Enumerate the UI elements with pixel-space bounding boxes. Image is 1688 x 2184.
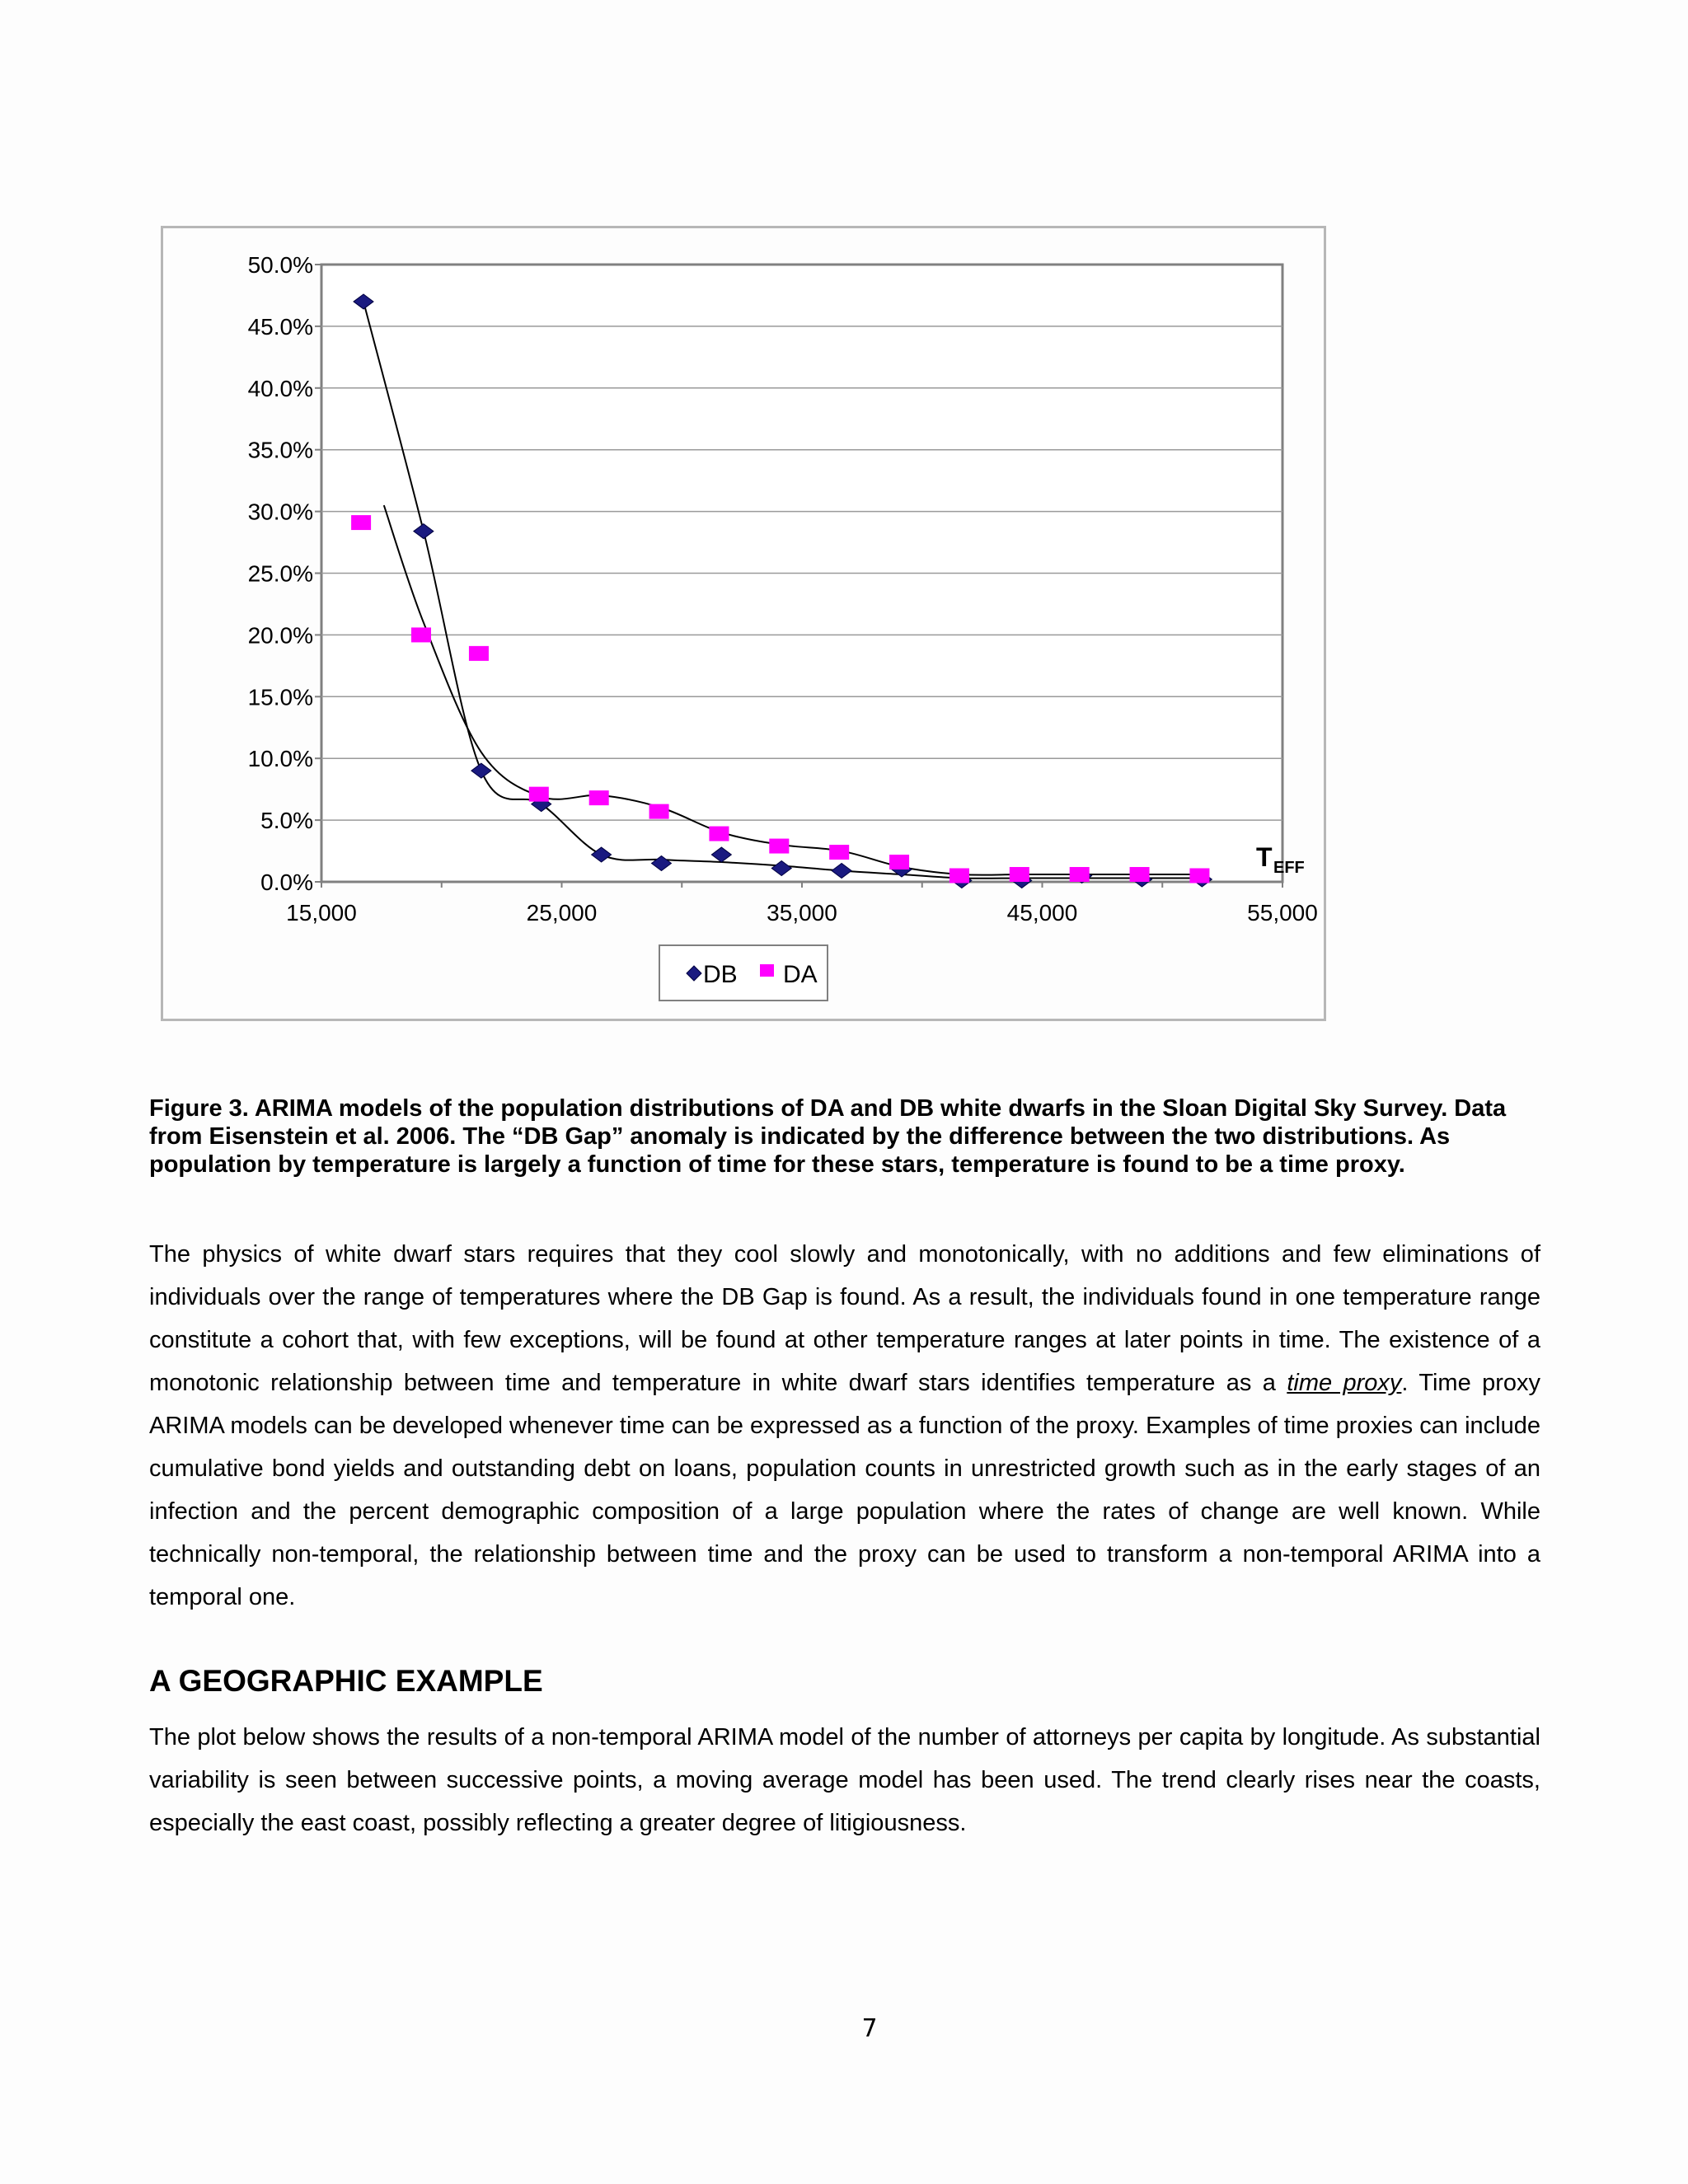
y-tick-label: 50.0% xyxy=(247,252,313,278)
legend xyxy=(659,945,828,1001)
da-data-point xyxy=(1070,867,1090,882)
y-tick-label: 5.0% xyxy=(260,808,313,834)
da-data-point xyxy=(889,855,909,869)
page-number: 7 xyxy=(861,2014,878,2043)
da-data-point xyxy=(950,869,969,883)
da-data-point xyxy=(1189,869,1209,883)
section-paragraph: The plot below shows the results of a non-temporal ARIMA model of the number of attorneys per capita by longitude. As substantial variability is seen between successive points, a moving average model has been used. The trend clearly rises near the coasts, especially the east coast, possibly reflecting a greater degree of litigiousness. xyxy=(149,1724,1540,1836)
population-distribution-chart xyxy=(163,228,1324,1019)
y-tick-label: 0.0% xyxy=(260,869,313,895)
da-data-point xyxy=(411,627,431,642)
body-paragraph xyxy=(149,1233,1540,1619)
x-tick-label: 45,000 xyxy=(1006,900,1078,926)
da-data-point xyxy=(829,845,849,860)
legend-da-label: DA xyxy=(783,961,818,988)
da-data-point xyxy=(1010,867,1029,882)
da-data-point xyxy=(649,804,669,819)
paragraph-text-2: . Time proxy ARIMA models can be developed whenever time can be expressed as a function of the proxy. Examples of time proxies can include cumulative bond yields and outstanding debt on loans, population counts in unrestricted growth such as in the early stages of an infection and the percent demographic composition of a large population where the rates of change are well known. While technically non-temporal, the relationship between time and the proxy can be used to transform a non-temporal ARIMA into a temporal one. xyxy=(149,1370,1540,1610)
x-tick-label: 55,000 xyxy=(1247,900,1318,926)
legend-db-label: DB xyxy=(703,961,738,988)
da-data-point xyxy=(351,515,371,530)
figure-caption: Figure 3. ARIMA models of the population distributions of DA and DB white dwarfs in the Sloan Digital Sky Survey. Data from Eisenstein et al. 2006. The “DB Gap” anomaly is indicated by the difference between the two distributions. As population by temperature is largely a function of time for these stars, temperature is found to be a time proxy. xyxy=(149,1095,1507,1178)
da-data-point xyxy=(769,839,789,854)
x-tick-label: 15,000 xyxy=(286,900,357,926)
section-heading: A GEOGRAPHIC EXAMPLE xyxy=(149,1664,543,1698)
x-tick-label: 25,000 xyxy=(526,900,598,926)
y-tick-label: 40.0% xyxy=(247,375,313,401)
y-tick-label: 45.0% xyxy=(247,313,313,340)
legend-da-marker xyxy=(760,964,774,977)
da-data-point xyxy=(589,790,609,805)
x-axis-label: T xyxy=(1256,842,1273,872)
y-tick-label: 10.0% xyxy=(247,746,313,772)
y-tick-label: 25.0% xyxy=(247,560,313,587)
y-tick-label: 30.0% xyxy=(247,499,313,525)
y-tick-label: 20.0% xyxy=(247,622,313,649)
da-data-point xyxy=(469,646,489,661)
time-proxy-emphasis: time proxy xyxy=(1287,1370,1402,1396)
y-tick-label: 15.0% xyxy=(247,684,313,710)
da-data-point xyxy=(529,787,549,802)
da-data-point xyxy=(709,827,729,841)
x-axis-label-subscript: EFF xyxy=(1273,859,1305,877)
da-data-point xyxy=(1130,867,1150,882)
paragraph-text-1: The physics of white dwarf stars requires that they cool slowly and monotonically, with no additions and few eliminations of individuals over the range of temperatures where the DB Gap is found. As a result, the individuals found in one temperature range constitute a cohort that, with few exceptions, will be found at other temperature ranges at later points in time. The existence of a monotonic relationship between time and temperature in white dwarf stars identifies temperature as a xyxy=(149,1241,1540,1396)
chart-figure xyxy=(161,226,1326,1021)
y-tick-label: 35.0% xyxy=(247,437,313,463)
x-tick-label: 35,000 xyxy=(767,900,837,926)
